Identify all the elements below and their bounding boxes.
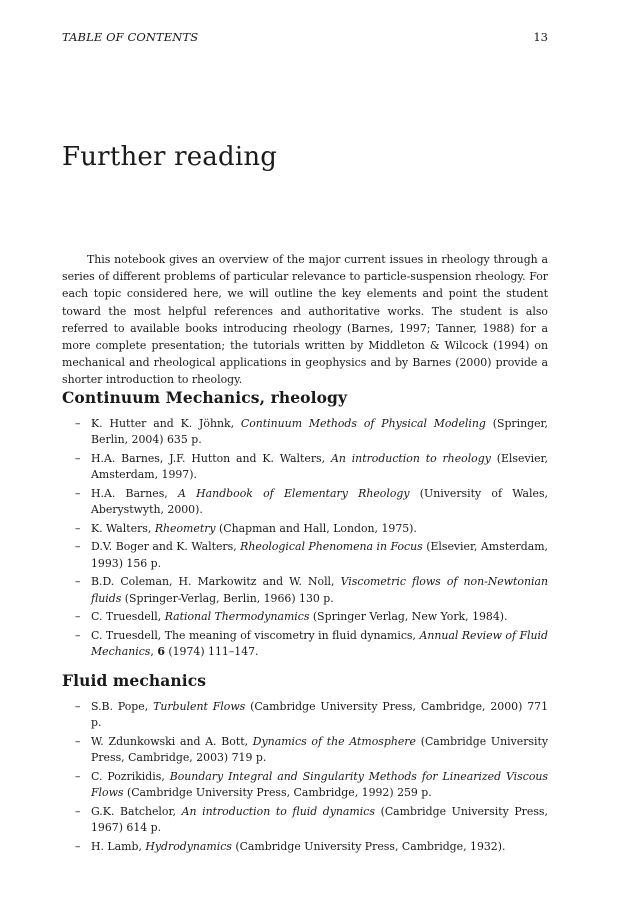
- ref-details: (Cambridge University Press, Cambridge, 2000) 771 p.: [91, 700, 548, 730]
- ref-authors: C. Truesdell, The meaning of viscometry in fluid dynamics,: [91, 628, 420, 642]
- ref-title: An introduction to rheology: [330, 451, 491, 465]
- ref-title: Turbulent Flows: [153, 700, 246, 713]
- running-header-title: TABLE OF CONTENTS: [62, 30, 199, 44]
- ref-authors: W. Zdunkowski and A. Bott,: [91, 734, 253, 748]
- list-dash: –: [75, 417, 81, 430]
- list-dash: –: [75, 769, 81, 783]
- section-title: Fluid mechanics: [62, 671, 207, 690]
- ref-authors: H. Lamb,: [91, 839, 146, 853]
- list-dash: –: [75, 734, 81, 748]
- ref-authors: H.A. Barnes, J.F. Hutton and K. Walters,: [91, 451, 331, 465]
- list-dash: –: [75, 540, 81, 554]
- ref-title: A Handbook of Elementary Rheology: [178, 486, 410, 500]
- reference-item: [62, 521, 548, 537]
- reference-item: [62, 539, 548, 571]
- reference-item: [62, 486, 548, 518]
- ref-separator: ,: [150, 645, 158, 659]
- ref-details: (1974) 111–147.: [164, 645, 259, 659]
- reference-item: [62, 451, 548, 483]
- reference-item: [62, 609, 548, 625]
- ref-volume: 6: [157, 645, 165, 659]
- reference-item: [62, 574, 548, 606]
- ref-authors: K. Walters,: [91, 521, 155, 535]
- ref-details: (Cambridge University Press, Cambridge, 2003) 719 p.: [91, 734, 548, 765]
- ref-authors: C. Pozrikidis,: [91, 769, 170, 783]
- running-header: [62, 30, 548, 44]
- section-continuum-mechanics: [62, 388, 548, 663]
- reference-item: [62, 416, 548, 448]
- list-dash: –: [75, 486, 81, 500]
- list-dash: –: [75, 804, 81, 818]
- ref-title: Rational Thermodynamics: [164, 610, 310, 624]
- ref-details: (Springer Verlag, New York, 1984).: [309, 610, 508, 624]
- reference-item: [62, 804, 548, 836]
- ref-title: Dynamics of the Atmosphere: [252, 734, 416, 748]
- section-title: Continuum Mechanics, rheology: [62, 388, 348, 407]
- ref-authors: C. Truesdell,: [91, 610, 165, 624]
- reference-item: [62, 699, 548, 731]
- ref-details: (Elsevier, Amsterdam, 1993) 156 p.: [91, 540, 548, 570]
- reference-item: [62, 734, 548, 766]
- ref-authors: H.A. Barnes,: [91, 486, 179, 500]
- reference-item: [62, 839, 548, 855]
- ref-title: Rheometry: [154, 521, 216, 535]
- ref-authors: B.D. Coleman, H. Markowitz and W. Noll,: [91, 575, 341, 589]
- ref-details: (University of Wales, Aberystwyth, 2000).: [91, 486, 548, 517]
- list-dash: –: [75, 839, 81, 853]
- ref-title: An introduction to fluid dynamics: [181, 804, 375, 818]
- ref-title: Boundary Integral and Singularity Methods for Linearized Viscous Flows: [91, 769, 548, 800]
- ref-title: Viscometric flows of non-Newtonian fluids: [91, 575, 548, 605]
- ref-details: (Springer-Verlag, Berlin, 1966) 130 p.: [121, 591, 334, 605]
- ref-title: Annual Review of Fluid Mechanics: [91, 628, 548, 659]
- ref-authors: S.B. Pope,: [91, 700, 154, 713]
- reference-list: [62, 416, 548, 660]
- ref-details: (Cambridge University Press, 1967) 614 p.: [91, 804, 548, 834]
- ref-authors: D.V. Boger and K. Walters,: [91, 540, 241, 554]
- chapter-title: Further reading: [62, 142, 278, 172]
- list-dash: –: [75, 628, 81, 642]
- intro-paragraph: This notebook gives an overview of the major current issues in rheology through a series of different problems of particular relevance to particle-suspension rheology. For each topic considered here, we will outline the key elements and point the student toward the most helpful references and authoritative works. The student is also referred to available books introducing rheology (Barnes, 1997; Tanner, 1988) for a more complete presentation; the tutorials written by Middleton & Wilcock (1994) on mechanical and rheological applications in geophysics and by Barnes (2000) provide a shorter introduction to rheology.: [62, 253, 548, 387]
- ref-authors: G.K. Batchelor,: [91, 804, 182, 818]
- page-number: 13: [533, 30, 548, 44]
- list-dash: –: [75, 700, 81, 713]
- section-fluid-mechanics: [62, 671, 548, 857]
- list-dash: –: [75, 521, 81, 535]
- ref-title: Rheological Phenomena in Focus: [240, 540, 423, 554]
- ref-details: (Cambridge University Press, Cambridge, 1932).: [231, 839, 506, 853]
- list-dash: –: [75, 610, 81, 624]
- ref-authors: K. Hutter and K. Jöhnk,: [91, 417, 241, 430]
- reference-item: [62, 628, 548, 660]
- ref-details: (Elsevier, Amsterdam, 1997).: [91, 451, 548, 482]
- reference-list: [62, 699, 548, 855]
- ref-details: (Chapman and Hall, London, 1975).: [215, 521, 417, 535]
- reference-item: [62, 769, 548, 801]
- document-page: [62, 0, 548, 903]
- ref-title: Hydrodynamics: [145, 839, 232, 853]
- ref-title: Continuum Methods of Physical Modeling: [240, 417, 486, 430]
- ref-details: (Springer, Berlin, 2004) 635 p.: [91, 417, 549, 447]
- ref-details: (Cambridge University Press, Cambridge, 1992) 259 p.: [123, 786, 432, 800]
- list-dash: –: [75, 451, 81, 465]
- list-dash: –: [75, 575, 81, 589]
